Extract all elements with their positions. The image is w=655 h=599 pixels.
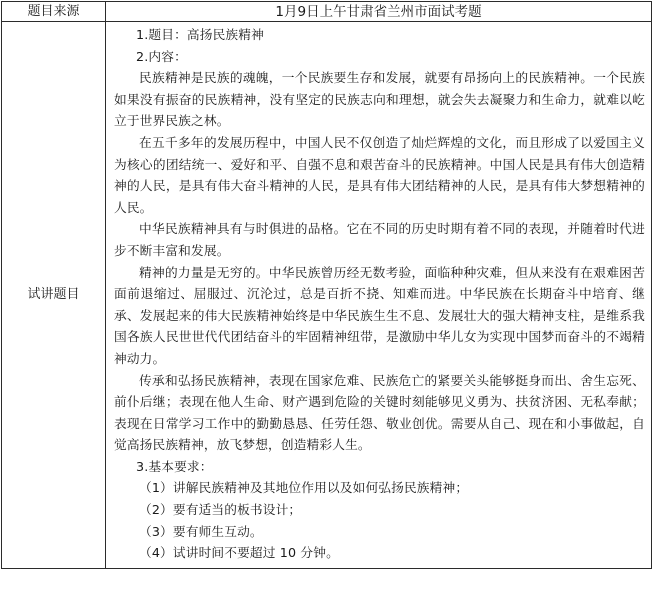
topic-line: 1.题目：高扬民族精神 [136,27,264,42]
content-paragraph: 精神的力量是无穷的。中华民族曾历经无数考验，面临种种灾难，但从来没有在艰难困苦面前退缩过、屈服过、沉沦过，总是百折不挠、知难而进。中华民族在长期奋斗中培育、继承、发展起来的伟大民族精神始终是中华民族生生不息、发展壮大的强大精神支柱，是维系我国各族人民世世代代团结奋斗的牢固精神纽带，是激励中华儿女为实现中国梦而奋斗的不竭精神动力。 [114,264,645,366]
requirement-item: （2）要有适当的板书设计； [139,502,302,518]
exam-question-table [1,1,652,569]
requirement-item: （3）要有师生互动。 [139,523,263,539]
requirement-item: （1）讲解民族精神及其地位作用以及如何弘扬民族精神； [139,480,469,496]
content-paragraph: 中华民族精神具有与时俱进的品格。它在不同的历史时期有着不同的表现，并随着时代进步不断丰富和发展。 [114,221,645,258]
source-label: 题目来源 [2,2,106,22]
header-row [2,2,652,22]
requirements-heading: 3.基本要求： [136,458,213,474]
content-paragraph: 在五千多年的发展历程中，中国人民不仅创造了灿烂辉煌的文化，而且形成了以爱国主义为核心的团结统一、爱好和平、自强不息和艰苦奋斗的民族精神。中国人民是具有伟大创造精神的人民，是具有伟大奋斗精神的人民，是具有伟大团结精神的人民，是具有伟大梦想精神的人民。 [114,134,645,215]
source-value: 1月9日上午甘肃省兰州市面试考题 [106,2,652,22]
content-row [2,22,652,569]
question-content [106,22,652,569]
section-label: 试讲题目 [2,22,106,569]
requirement-item: （4）试讲时间不要超过 10 分钟。 [139,545,339,561]
content-paragraph: 传承和弘扬民族精神，表现在国家危难、民族危亡的紧要关头能够挺身而出、舍生忘死、前仆后继；表现在他人生命、财产遇到危险的关键时刻能够见义勇为、扶贫济困、无私奉献；表现在日常学习工作中的勤勤恳恳、任劳任怨、敬业创优。需要从自己、现在和小事做起，自觉高扬民族精神，放飞梦想，创造精彩人生。 [114,372,645,453]
content-heading: 2.内容： [136,48,187,64]
content-paragraph: 民族精神是民族的魂魄，一个民族要生存和发展，就要有昂扬向上的民族精神。一个民族如果没有振奋的民族精神，没有坚定的民族志向和理想，就会失去凝聚力和生命力，就难以屹立于世界民族之林。 [114,70,645,129]
